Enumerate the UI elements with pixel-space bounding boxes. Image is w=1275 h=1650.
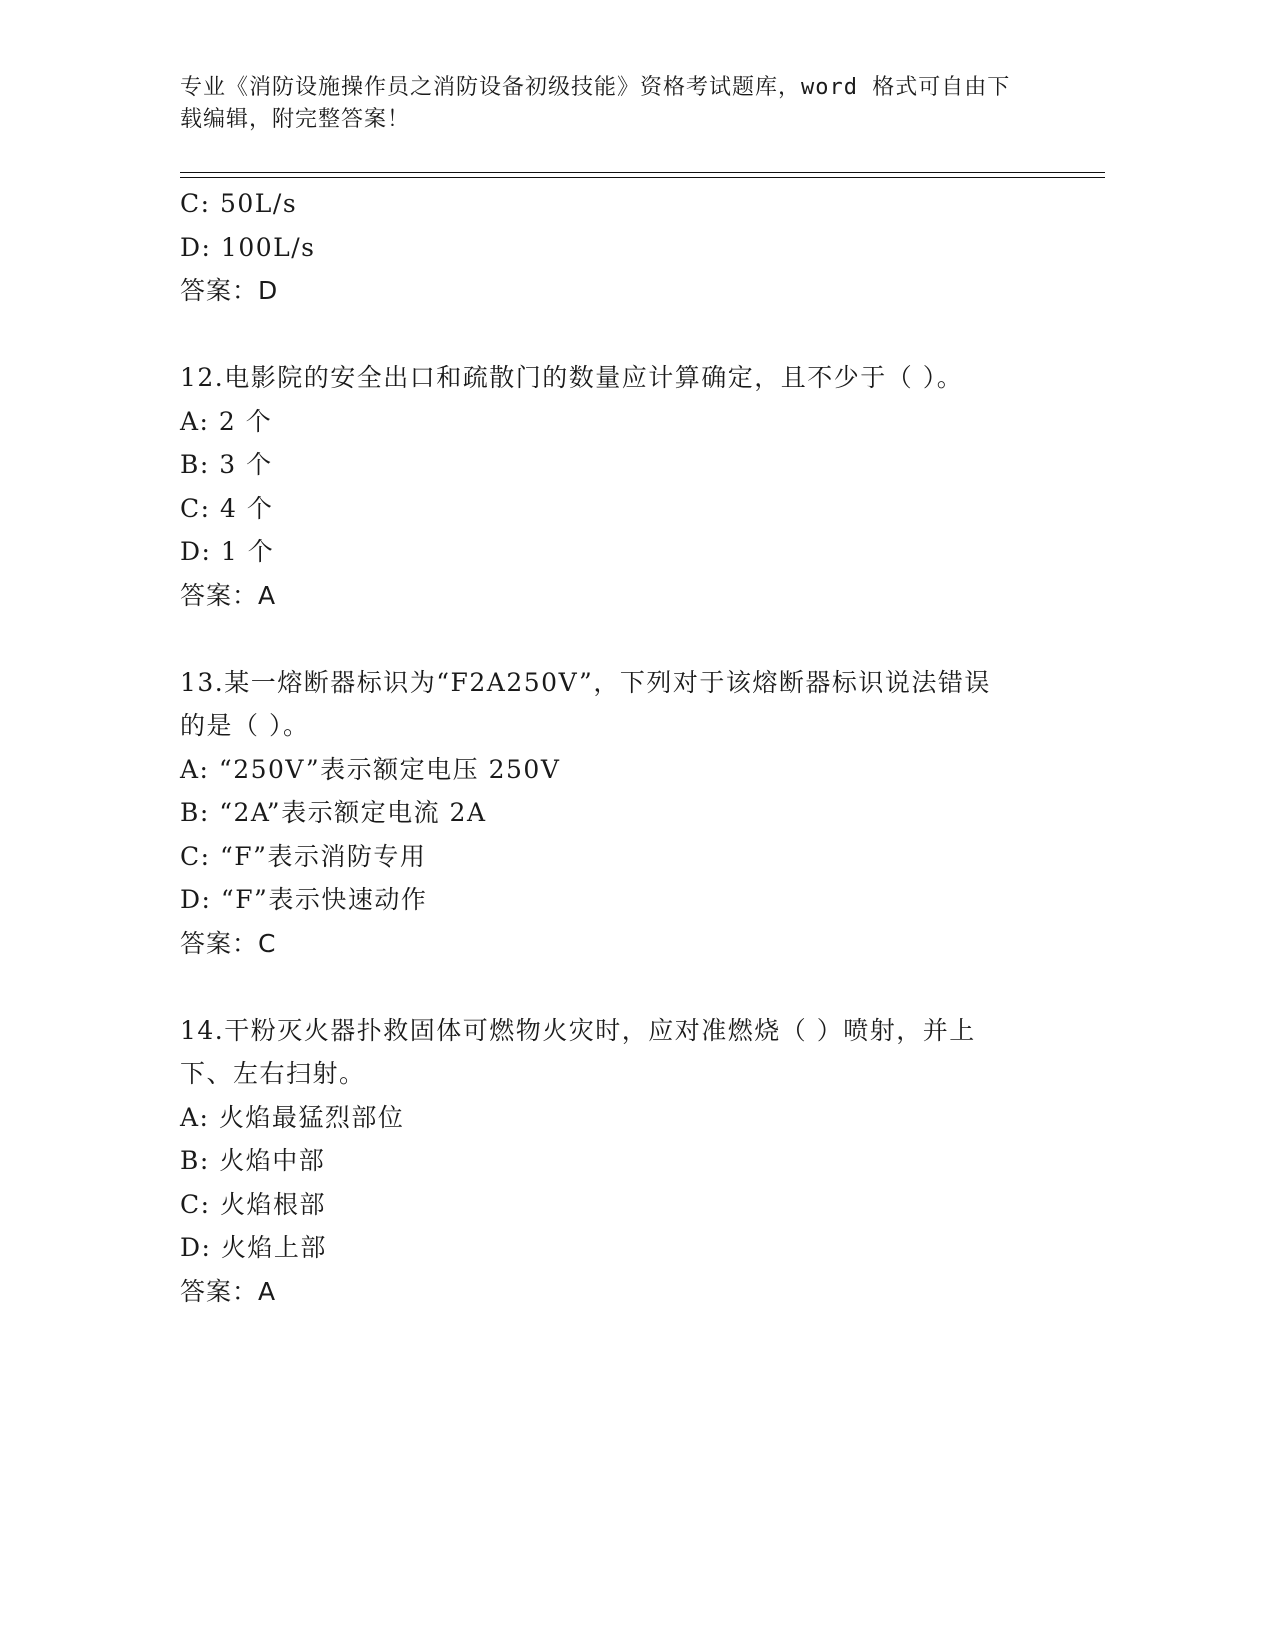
question-stem-line-1: 14.干粉灭火器扑救固体可燃物火灾时，应对准燃烧（ ）喷射，并上 [180,1015,976,1045]
option-d: D: “F”表示快速动作 [180,885,428,914]
question-14 [180,1009,1080,1314]
answer-line: 答案：D [180,276,279,305]
question-stem-line-2: 下、左右扫射。 [180,1059,366,1088]
option-a: A: 火焰最猛烈部位 [180,1102,405,1132]
question-stem-line-1: 13.某一熔断器标识为“F2A250V”，下列对于该熔断器标识说法错误 [180,667,991,697]
question-continued [180,182,1080,313]
question-stem-line-2: 的是（ ）。 [180,711,310,740]
header-line-2: 载编辑，附完整答案！ [180,107,411,132]
question-13 [180,661,1080,966]
option-d: D: 火焰上部 [180,1233,327,1262]
answer-line: 答案：C [180,928,277,958]
answer-line: 答案：A [180,1276,277,1306]
header-line-1: 专业《消防设施操作员之消防设备初级技能》资格考试题库，word 格式可自由下 [180,75,1011,100]
header-divider-bottom [180,177,1105,178]
spacer [180,313,1080,357]
question-list [180,182,1080,1313]
option-a: A: 2 个 [180,406,273,436]
header-divider-top [180,172,1105,173]
option-d: D: 1 个 [180,537,275,566]
option-d: D: 100L/s [180,232,316,262]
option-b: B: 3 个 [180,450,273,479]
question-12 [180,356,1080,617]
option-c: C: 火焰根部 [180,1189,326,1219]
answer-line: 答案：A [180,580,277,610]
spacer [180,617,1080,661]
question-stem: 12.电影院的安全出口和疏散门的数量应计算确定，且不少于（ ）。 [180,363,964,392]
option-c: C: 50L/s [180,189,298,218]
option-b: B: “2A”表示额定电流 2A [180,798,487,827]
option-c: C: “F”表示消防专用 [180,841,427,871]
option-a: A: “250V”表示额定电压 250V [180,754,561,784]
document-header [180,72,1060,136]
option-b: B: 火焰中部 [180,1146,326,1175]
spacer [180,965,1080,1009]
option-c: C: 4 个 [180,493,274,523]
